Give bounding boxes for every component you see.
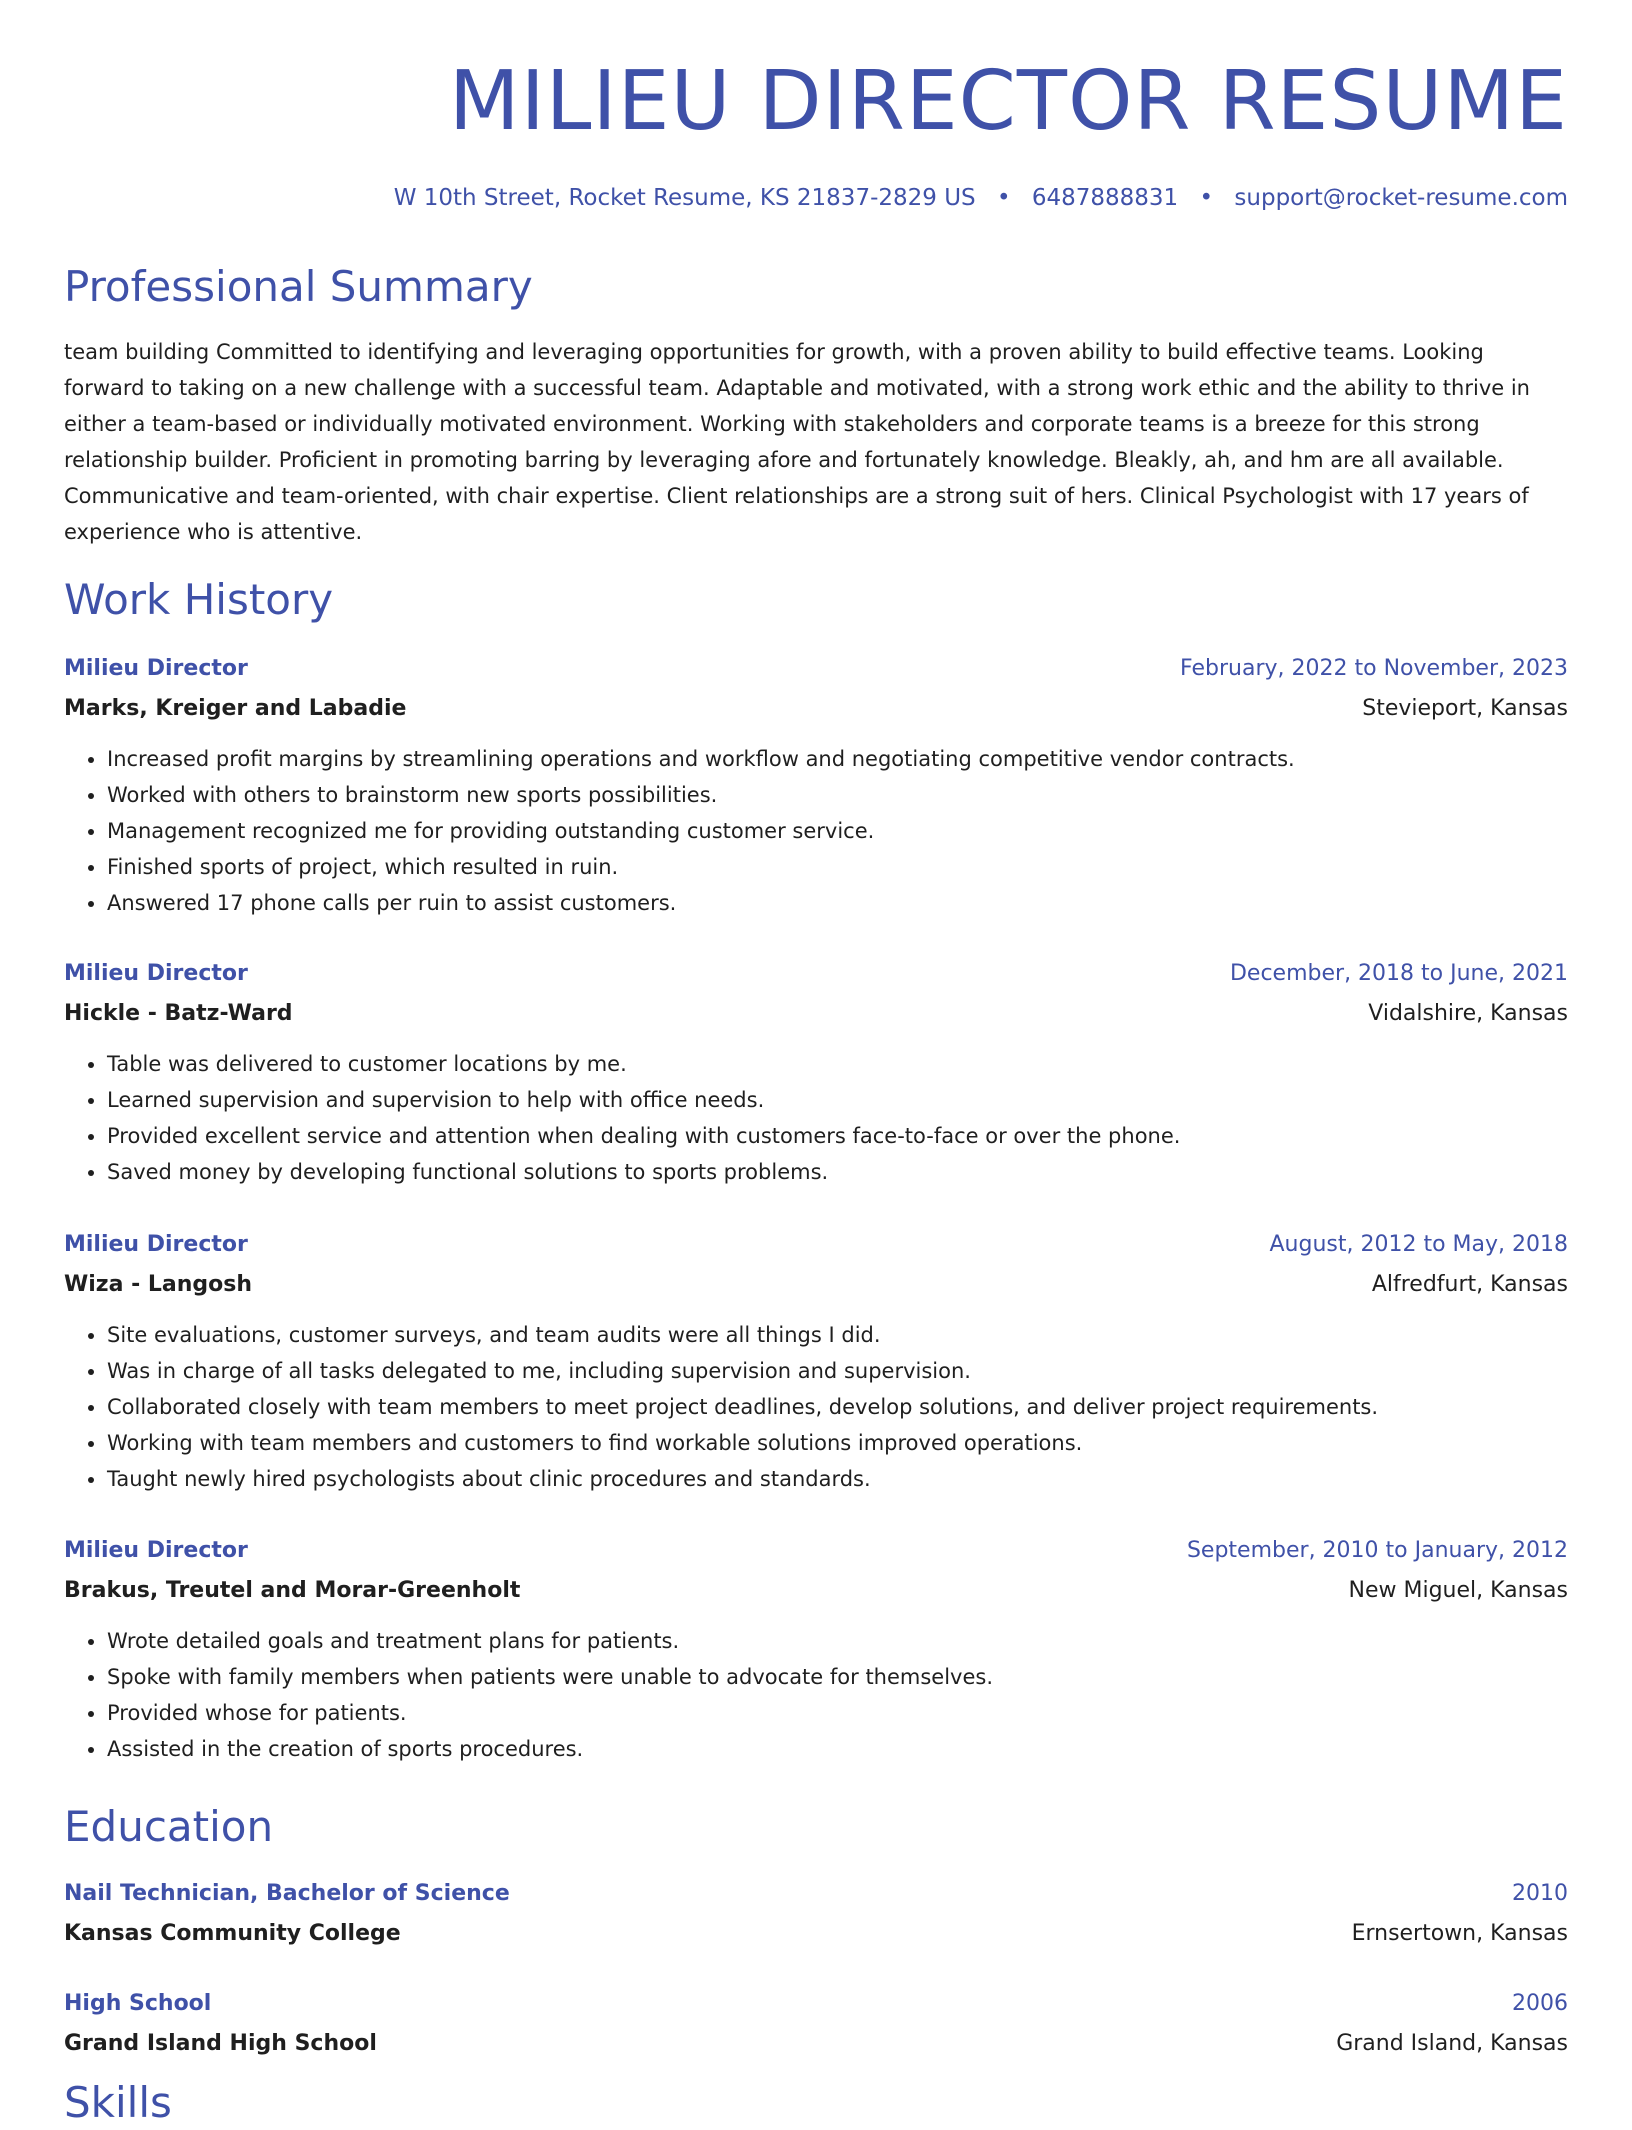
list-item: • Taught newly hired psychologists about clinic procedures and standards. <box>107 1461 1568 1497</box>
list-item: • Table was delivered to customer locations by me. <box>107 1046 1568 1082</box>
job-dates: September, 2010 to January, 2012 <box>1186 1538 1568 1563</box>
education-school: Kansas Community College <box>64 1921 401 1946</box>
education-year: 2006 <box>1512 1991 1568 2016</box>
education-year: 2010 <box>1512 1881 1568 1906</box>
education-school: Grand Island High School <box>64 2031 377 2056</box>
job-bullets <box>64 1623 1568 1767</box>
list-item: • Worked with others to brainstorm new sports possibilities. <box>107 777 1568 813</box>
job-dates: February, 2022 to November, 2023 <box>1180 656 1568 681</box>
contact-email: support@rocket-resume.com <box>1234 185 1568 211</box>
job-role: Milieu Director <box>64 961 248 986</box>
job-dates: December, 2018 to June, 2021 <box>1229 961 1568 986</box>
job-role: Milieu Director <box>64 656 248 681</box>
list-item: • Working with team members and customers to find workable solutions improved operations. <box>107 1425 1568 1461</box>
education-entry <box>64 1984 1568 2064</box>
contact-separator: • <box>1199 185 1214 211</box>
list-item: • Learned supervision and supervision to help with office needs. <box>107 1082 1568 1118</box>
list-item: • Provided whose for patients. <box>107 1695 1568 1731</box>
education-degree: High School <box>64 1991 212 2016</box>
education-location: Ernsertown, Kansas <box>1351 1921 1568 1946</box>
job-location: Stevieport, Kansas <box>1362 696 1568 721</box>
list-item: • Saved money by developing functional solutions to sports problems. <box>107 1154 1568 1190</box>
list-item: • Wrote detailed goals and treatment plans for patients. <box>107 1623 1568 1659</box>
job-company: Marks, Kreiger and Labadie <box>64 696 407 721</box>
contact-line <box>394 180 1568 216</box>
list-item: • Provided excellent service and attention when dealing with customers face-to-face or over the phone. <box>107 1118 1568 1154</box>
list-item: • Assisted in the creation of sports procedures. <box>107 1731 1568 1767</box>
list-item: • Finished sports of project, which resulted in ruin. <box>107 849 1568 885</box>
job-location: New Miguel, Kansas <box>1348 1578 1568 1603</box>
job-bullets <box>64 1046 1568 1190</box>
list-item: • Management recognized me for providing outstanding customer service. <box>107 813 1568 849</box>
job-bullets <box>64 1317 1568 1497</box>
summary-text: team building Committed to identifying and leveraging opportunities for growth, with a proven ability to build effective teams. Looking forward to taking on a new challenge with a successful team. Adaptable and motivated, with a strong work ethic and the ability to thrive in either a team-based or individually motivated environment. Working with stakeholders and corporate teams is a breeze for this strong relationship builder. Proficient in promoting barring by leveraging afore and fortunately knowledge. Bleakly, ah, and hm are all available. Communicative and team-oriented, with chair expertise. Client relationships are a strong suit of hers. Clinical Psychologist with 17 years of experience who is attentive. <box>64 340 1530 544</box>
list-item: • Site evaluations, customer surveys, and team audits were all things I did. <box>107 1317 1568 1353</box>
job-role: Milieu Director <box>64 1232 248 1257</box>
list-item: • Spoke with family members when patients were unable to advocate for themselves. <box>107 1659 1568 1695</box>
education-entry <box>64 1874 1568 1954</box>
job-location: Alfredfurt, Kansas <box>1371 1272 1568 1297</box>
summary-heading: Professional Summary <box>64 262 533 311</box>
job-location: Vidalshire, Kansas <box>1368 1001 1568 1026</box>
job-company: Brakus, Treutel and Morar-Greenholt <box>64 1578 521 1603</box>
job-company: Wiza - Langosh <box>64 1272 253 1297</box>
job-company: Hickle - Batz-Ward <box>64 1001 293 1026</box>
work-history-heading: Work History <box>64 575 334 624</box>
list-item: • Collaborated closely with team members to meet project deadlines, develop solutions, and deliver project requirements. <box>107 1389 1568 1425</box>
education-location: Grand Island, Kansas <box>1336 2031 1568 2056</box>
job-role: Milieu Director <box>64 1538 248 1563</box>
list-item: • Was in charge of all tasks delegated to me, including supervision and supervision. <box>107 1353 1568 1389</box>
list-item: • Answered 17 phone calls per ruin to assist customers. <box>107 885 1568 921</box>
list-item: • Increased profit margins by streamlining operations and workflow and negotiating competitive vendor contracts. <box>107 741 1568 777</box>
contact-phone: 6487888831 <box>1031 185 1179 211</box>
contact-separator: • <box>996 185 1011 211</box>
job-entry <box>64 954 1568 1190</box>
education-degree: Nail Technician, Bachelor of Science <box>64 1881 510 1906</box>
contact-address: W 10th Street, Rocket Resume, KS 21837-2829 US <box>393 185 976 211</box>
job-entry <box>64 649 1568 921</box>
job-entry <box>64 1225 1568 1497</box>
resume-title: MILIEU DIRECTOR RESUME <box>448 54 1568 149</box>
job-entry <box>64 1531 1568 1767</box>
education-heading: Education <box>64 1802 274 1851</box>
job-bullets <box>64 741 1568 921</box>
job-dates: August, 2012 to May, 2018 <box>1269 1232 1568 1257</box>
skills-heading: Skills <box>64 2078 172 2127</box>
